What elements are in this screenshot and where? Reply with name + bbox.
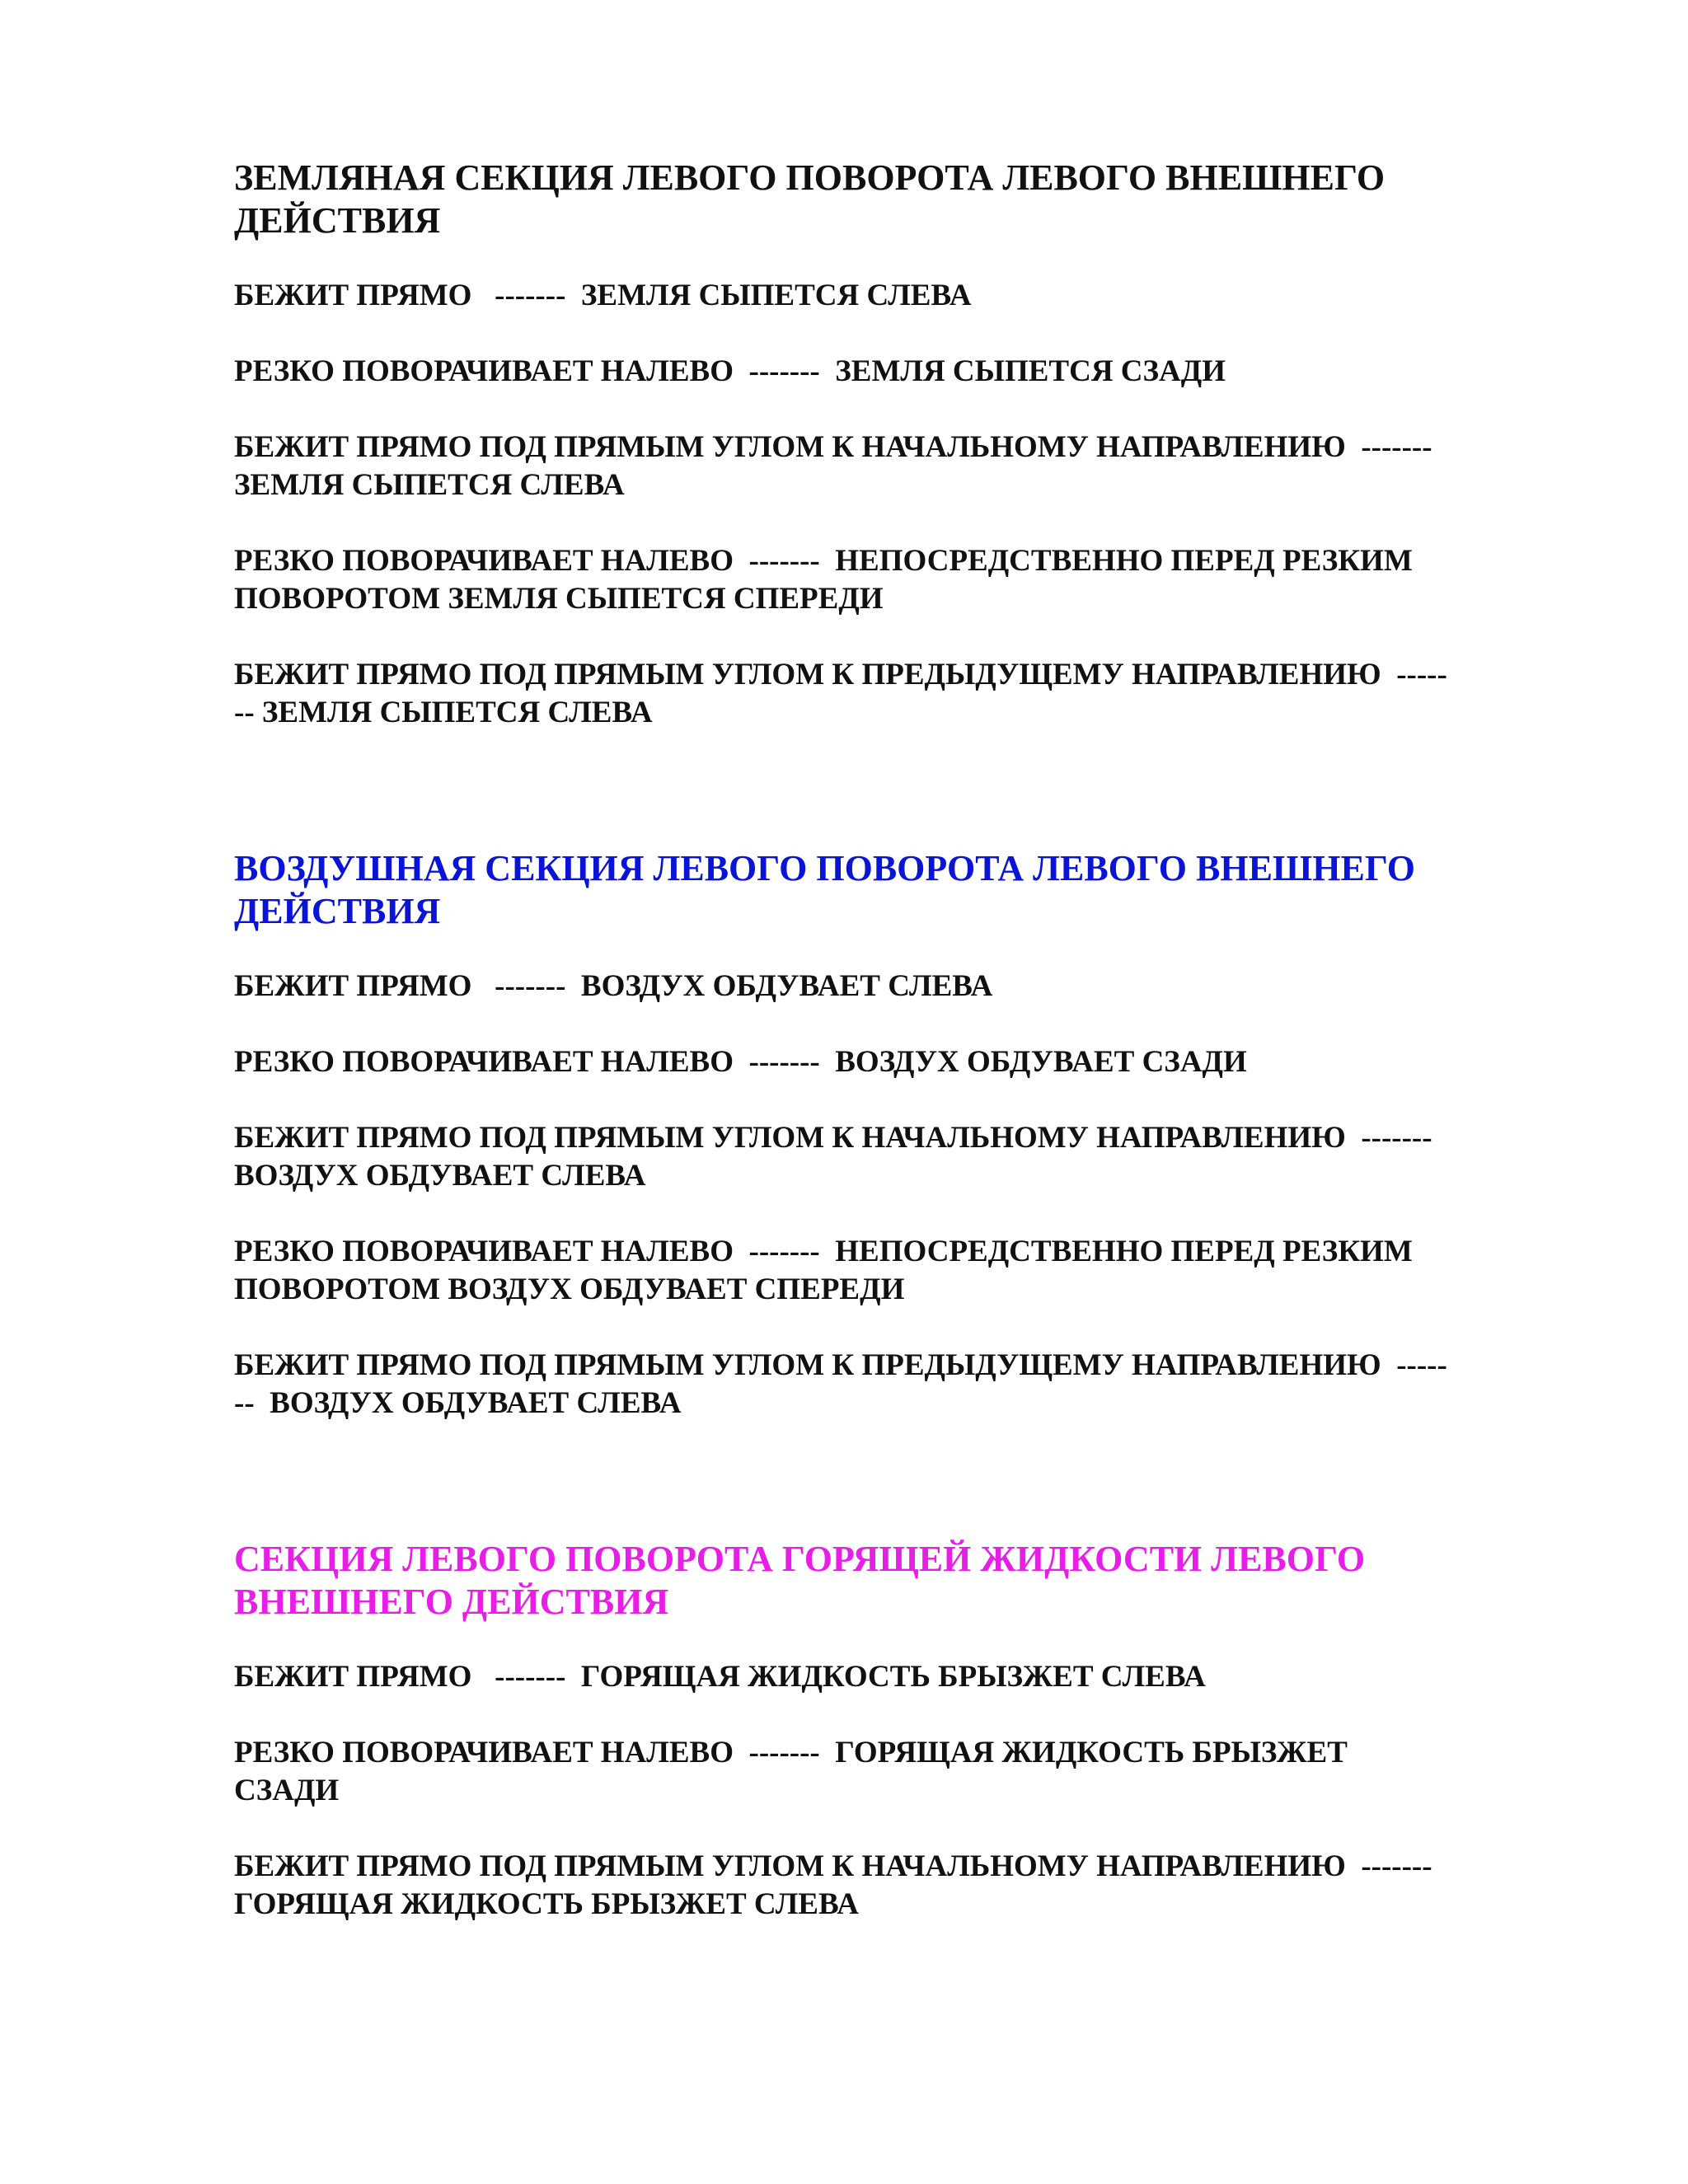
text-line: БЕЖИТ ПРЯМО ПОД ПРЯМЫМ УГЛОМ К НАЧАЛЬНОМУ НАПРАВЛЕНИЮ ------- ЗЕМЛЯ СЫПЕТСЯ СЛЕВА <box>234 430 1432 502</box>
text-line: БЕЖИТ ПРЯМО ПОД ПРЯМЫМ УГЛОМ К ПРЕДЫДУЩЕМУ НАПРАВЛЕНИЮ ----- -- ВОЗДУХ ОБДУВАЕТ СЛЕВА <box>234 1348 1447 1420</box>
text-line: РЕЗКО ПОВОРАЧИВАЕТ НАЛЕВО ------- ЗЕМЛЯ СЫПЕТСЯ СЗАДИ <box>234 354 1226 388</box>
section-title: ВОЗДУШНАЯ СЕКЦИЯ ЛЕВОГО ПОВОРОТА ЛЕВОГО ВНЕШНЕГО ДЕЙСТВИЯ <box>234 848 1415 931</box>
text-line: БЕЖИТ ПРЯМО ------- ВОЗДУХ ОБДУВАЕТ СЛЕВА <box>234 969 993 1003</box>
text-line: РЕЗКО ПОВОРАЧИВАЕТ НАЛЕВО ------- НЕПОСРЕДСТВЕННО ПЕРЕД РЕЗКИМ ПОВОРОТОМ ЗЕМЛЯ СЫПЕТСЯ СПЕРЕДИ <box>234 544 1413 616</box>
section-title: ЗЕМЛЯНАЯ СЕКЦИЯ ЛЕВОГО ПОВОРОТА ЛЕВОГО ВНЕШНЕГО ДЕЙСТВИЯ <box>234 157 1386 241</box>
text-line: РЕЗКО ПОВОРАЧИВАЕТ НАЛЕВО ------- ВОЗДУХ ОБДУВАЕТ СЗАДИ <box>234 1045 1247 1079</box>
text-line: БЕЖИТ ПРЯМО ПОД ПРЯМЫМ УГЛОМ К ПРЕДЫДУЩЕМУ НАПРАВЛЕНИЮ ----- -- ЗЕМЛЯ СЫПЕТСЯ СЛЕВА <box>234 658 1447 729</box>
document-body <box>234 157 1569 1924</box>
section-earth <box>234 157 1569 732</box>
text-line: БЕЖИТ ПРЯМО ------- ГОРЯЩАЯ ЖИДКОСТЬ БРЫЗЖЕТ СЛЕВА <box>234 1660 1206 1694</box>
section-air <box>234 847 1569 1422</box>
text-line: БЕЖИТ ПРЯМО ПОД ПРЯМЫМ УГЛОМ К НАЧАЛЬНОМУ НАПРАВЛЕНИЮ ------- ВОЗДУХ ОБДУВАЕТ СЛЕВА <box>234 1121 1432 1193</box>
text-line: РЕЗКО ПОВОРАЧИВАЕТ НАЛЕВО ------- ГОРЯЩАЯ ЖИДКОСТЬ БРЫЗЖЕТ СЗАДИ <box>234 1736 1348 1807</box>
section-burning-liquid <box>234 1538 1569 1924</box>
text-line: БЕЖИТ ПРЯМО ПОД ПРЯМЫМ УГЛОМ К НАЧАЛЬНОМУ НАПРАВЛЕНИЮ ------- ГОРЯЩАЯ ЖИДКОСТЬ БРЫЗЖЕТ СЛЕВА <box>234 1849 1432 1921</box>
section-title: СЕКЦИЯ ЛЕВОГО ПОВОРОТА ГОРЯЩЕЙ ЖИДКОСТИ ЛЕВОГО ВНЕШНЕГО ДЕЙСТВИЯ <box>234 1539 1366 1622</box>
text-line: РЕЗКО ПОВОРАЧИВАЕТ НАЛЕВО ------- НЕПОСРЕДСТВЕННО ПЕРЕД РЕЗКИМ ПОВОРОТОМ ВОЗДУХ ОБДУВАЕТ СПЕРЕДИ <box>234 1235 1413 1306</box>
text-line: БЕЖИТ ПРЯМО ------- ЗЕМЛЯ СЫПЕТСЯ СЛЕВА <box>234 279 972 312</box>
